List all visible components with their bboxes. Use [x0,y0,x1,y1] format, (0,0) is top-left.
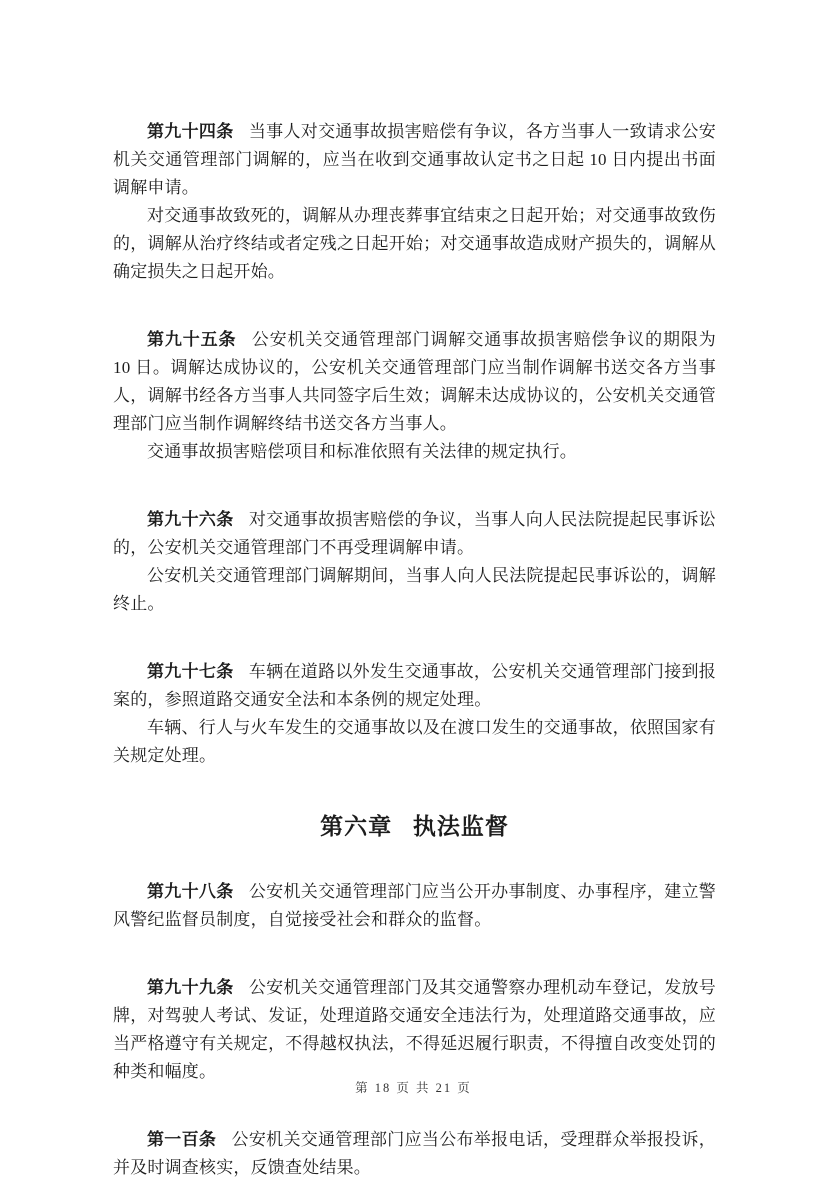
article-text: 当事人对交通事故损害赔偿有争议，各方当事人一致请求公安机关交通管理部门调解的，应当在收到交通事故认定书之日起 10 日内提出书面调解申请。 [113,122,717,197]
article-99 [113,974,716,1086]
article-paragraph: 公安机关交通管理部门调解期间，当事人向人民法院提起民事诉讼的，调解终止。 [113,566,716,613]
article-paragraph [113,658,716,714]
article-paragraph: 对交通事故致死的，调解从办理丧葬事宜结束之日起开始；对交通事故致伤的，调解从治疗终结或者定残之日起开始；对交通事故造成财产损失的，调解从确定损失之日起开始。 [113,206,716,281]
article-text: 车辆在道路以外发生交通事故，公安机关交通管理部门接到报案的，参照道路交通安全法和本条例的规定处理。 [113,662,717,709]
article-94 [113,118,716,286]
article-98 [113,878,716,934]
article-95 [113,326,716,466]
page-footer: 第 18 页 共 21 页 [355,1081,472,1095]
article-96 [113,506,716,618]
article-paragraph [113,118,716,202]
article-text: 公安机关交通管理部门及其交通警察办理机动车登记，发放号牌，对驾驶人考试、发证，处理道路交通安全违法行为，处理道路交通事故，应当严格遵守有关规定，不得越权执法，不得延迟履行职责，不得擅自改变处罚的种类和幅度。 [113,978,717,1081]
article-number: 第九十六条 [147,510,234,529]
article-paragraph [113,506,716,562]
article-number: 第一百条 [147,1130,217,1149]
article-paragraph [113,1126,716,1182]
article-text: 公安机关交通管理部门应当公布举报电话，受理群众举报投诉，并及时调查核实，反馈查处结果。 [113,1130,716,1177]
article-number: 第九十八条 [147,882,234,901]
chapter-heading [113,810,716,844]
article-paragraph [113,326,716,438]
article-97 [113,658,716,770]
article-number: 第九十四条 [147,122,234,141]
article-text: 对交通事故损害赔偿的争议，当事人向人民法院提起民事诉讼的，公安机关交通管理部门不再受理调解申请。 [113,510,717,557]
article-number: 第九十九条 [147,978,234,997]
article-paragraph [113,878,716,934]
article-number: 第九十五条 [147,330,237,349]
article-text: 公安机关交通管理部门调解交通事故损害赔偿争议的期限为 10 日。调解达成协议的，公安机关交通管理部门应当制作调解书送交各方当事人，调解书经各方当事人共同签字后生效；调解未达成协议的，公安机关交通管理部门应当制作调解终结书送交各方当事人。 [113,330,717,433]
chapter-number: 第六章 [320,814,393,839]
article-paragraph: 车辆、行人与火车发生的交通事故以及在渡口发生的交通事故，依照国家有关规定处理。 [113,718,716,765]
article-paragraph: 交通事故损害赔偿项目和标准依照有关法律的规定执行。 [147,442,577,461]
article-number: 第九十七条 [147,662,234,681]
article-text: 公安机关交通管理部门应当公开办事制度、办事程序，建立警风警纪监督员制度，自觉接受社会和群众的监督。 [113,882,717,929]
article-paragraph [113,974,716,1086]
article-100 [113,1126,716,1182]
chapter-title: 执法监督 [412,814,509,839]
